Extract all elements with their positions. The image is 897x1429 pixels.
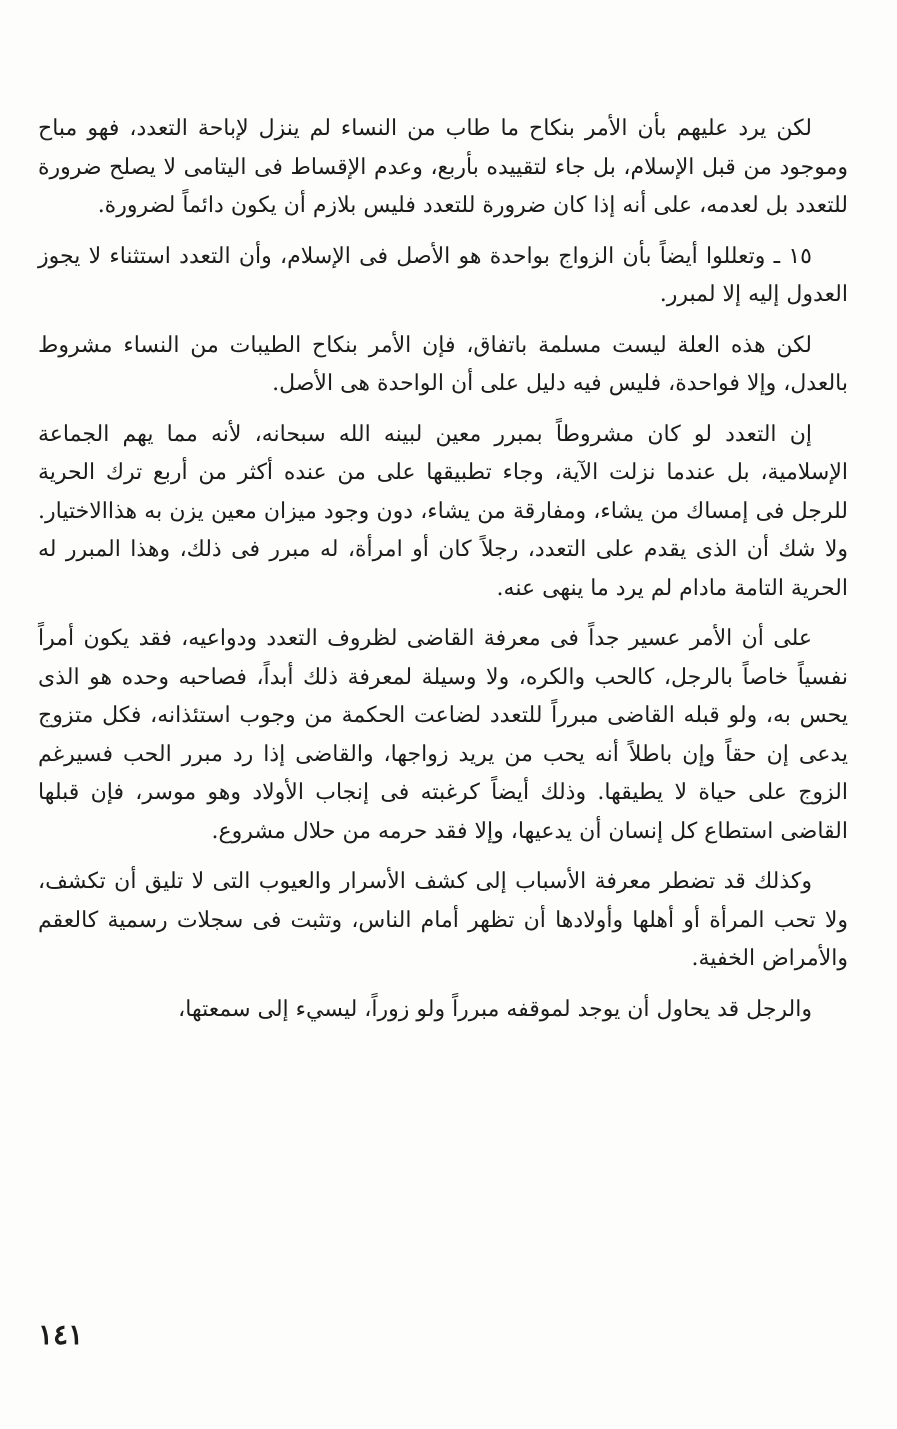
paragraph-4: إن التعدد لو كان مشروطاً بمبرر معين لبينه الله سبحانه، لأنه مما يهم الجماعة الإسلامية، بل عندما نزلت الآية، وجاء تطبيقها على من عنده أكثر من أربع ترك الحرية للرجل فى إمساك من يشاء، ومفارقة من يشاء، دون وجود ميزان معين يزن به هذاالاختيار. ولا شك أن الذى يقدم على التعدد، رجلاً كان أو امرأة، له مبرر فى ذلك، وهذا المبرر له الحرية التامة مادام لم يرد ما ينهى عنه. — [38, 421, 848, 601]
paragraph-6: وكذلك قد تضطر معرفة الأسباب إلى كشف الأسرار والعيوب التى لا تليق أن تكشف، ولا تحب المرأة أو أهلها وأولادها أن تظهر أمام الناس، وتثبت فى سجلات رسمية كالعقم والأمراض الخفية. — [38, 869, 848, 971]
paragraph-3: لكن هذه العلة ليست مسلمة باتفاق، فإن الأمر بنكاح الطيبات من النساء مشروط بالعدل، وإلا فواحدة، فليس فيه دليل على أن الواحدة هى الأصل. — [38, 332, 848, 396]
page-number: ١٤١ — [38, 1318, 84, 1351]
paragraph-5: على أن الأمر عسير جداً فى معرفة القاضى لظروف التعدد ودواعيه، فقد يكون أمراً نفسياً خاصاً بالرجل، كالحب والكره، ولا وسيلة لمعرفة ذلك أبداً، فصاحبه وحده هو الذى يحس به، ولو قبله القاضى مبرراً للتعدد لضاعت الحكمة من وجوب استئذانه، فكل متزوج يدعى إن حقاً وإن باطلاً أنه يحب من يريد زواجها، والقاضى إذا رد مبرر الحب فسيرغم الزوج على حياة لا يطيقها. وذلك أيضاً كرغبته فى إنجاب الأولاد وهو موسر، فإن قبلها القاضى استطاع كل إنسان أن يدعيها، وإلا فقد حرمه من حلال مشروع. — [38, 626, 849, 844]
paragraph-1: لكن يرد عليهم بأن الأمر بنكاح ما طاب من النساء لم ينزل لإباحة التعدد، فهو مباح وموجود من قبل الإسلام، بل جاء لتقييده بأربع، وعدم الإقساط فى اليتامى لا يصلح ضرورة للتعدد بل لعدمه، على أنه إذا كان ضرورة للتعدد فليس بلازم أن يكون دائماً لضرورة. — [38, 116, 848, 218]
paragraph-7: والرجل قد يحاول أن يوجد لموقفه مبرراً ولو زوراً، ليسيء إلى سمعتها، — [178, 996, 812, 1022]
page-body-text — [38, 110, 848, 1041]
paragraph-2: ١٥ ـ وتعللوا أيضاً بأن الزواج بواحدة هو الأصل فى الإسلام، وأن التعدد استثناء لا يجوز العدول إليه إلا لمبرر. — [38, 243, 848, 307]
